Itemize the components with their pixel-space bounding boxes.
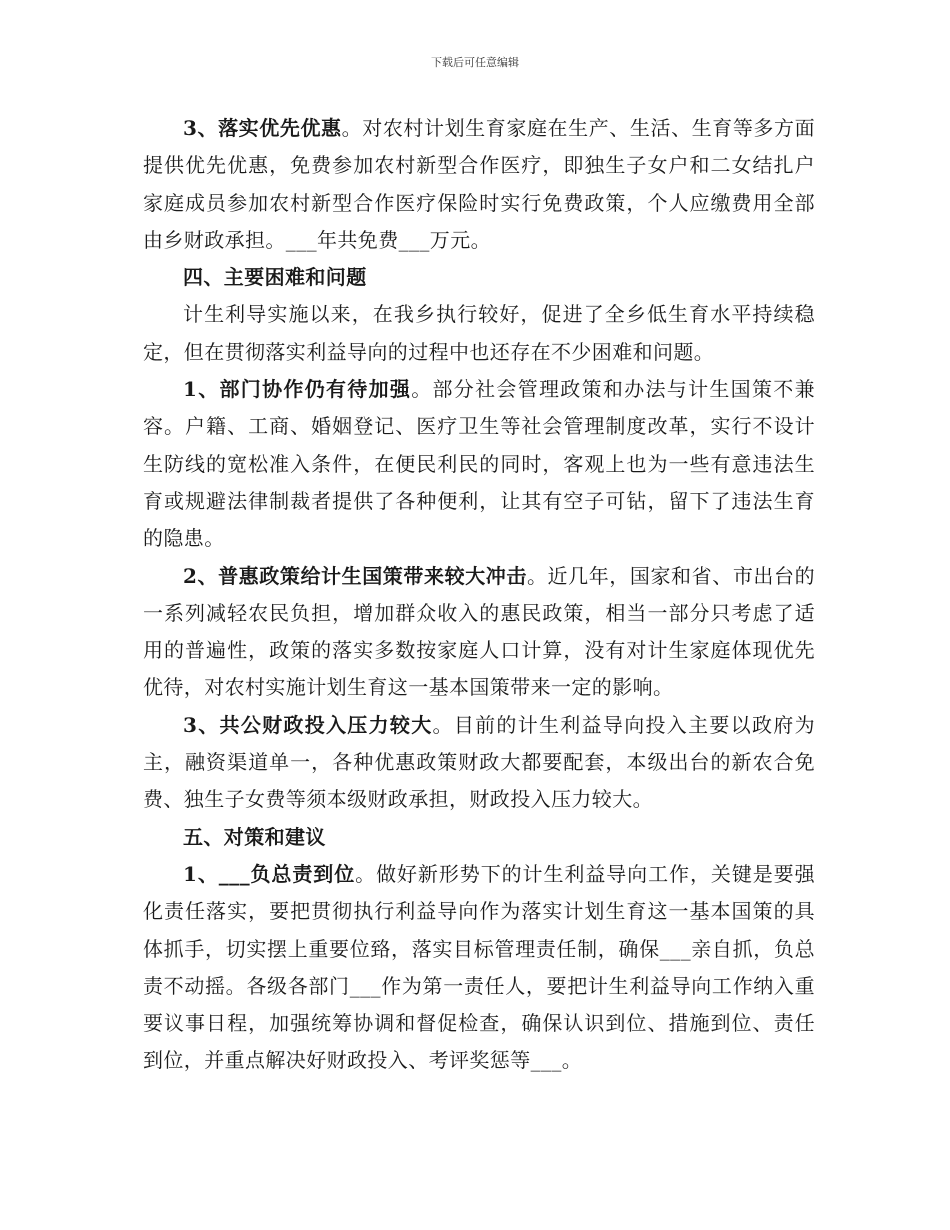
paragraph-preferential-treatment bbox=[143, 110, 815, 259]
page-header: 下载后可任意编辑 bbox=[431, 56, 519, 69]
paragraph-department-cooperation bbox=[143, 371, 815, 557]
section-heading-difficulties: 四、主要困难和问题 bbox=[183, 265, 367, 290]
paragraph-intro-difficulties bbox=[143, 296, 815, 371]
paragraph-text: 。对农村计划生育家庭在生产、生活、生育等多方面提供优先优惠，免费参加农村新型合作医疗，即独生子女户和二女结扎户家庭成员参加农村新型合作医疗保险时实行免费政策，个人应缴费用全部由乡财政承担。___年共免费___万元。 bbox=[143, 116, 815, 252]
paragraph-lead: 3、共公财政投入压力较大 bbox=[183, 712, 433, 737]
paragraph-text: 。目前的计生利益导向投入主要以政府为主，融资渠道单一，各种优惠政策财政大都要配套，本级出台的新农合免费、独生子女费等须本级财政承担，财政投入压力较大。 bbox=[143, 712, 816, 812]
paragraph-responsibility bbox=[143, 856, 815, 1080]
paragraph-lead: 3、落实优先优惠 bbox=[183, 116, 342, 140]
document-body bbox=[143, 110, 815, 1080]
paragraph-lead: 2、普惠政策给计生国策带来较大冲击 bbox=[183, 563, 527, 588]
paragraph-lead: 1、部门协作仍有待加强 bbox=[183, 377, 412, 402]
paragraph-text: 计生利导实施以来，在我乡执行较好，促进了全乡低生育水平持续稳定，但在贯彻落实利益导向的过程中也还存在不少困难和问题。 bbox=[143, 302, 815, 364]
paragraph-lead: 1、___负总责到位 bbox=[183, 861, 356, 886]
section-heading-countermeasures: 五、对策和建议 bbox=[183, 824, 326, 849]
paragraph-text: 。部分社会管理政策和办法与计生国策不兼容。户籍、工商、婚姻登记、医疗卫生等社会管理制度改革，实行不设计生防线的宽松准入条件，在便民利民的同时，客观上也为一些有意违法生育或规避法律制裁者提供了各种便利，让其有空子可钻，留下了违法生育的隐患。 bbox=[143, 377, 815, 551]
paragraph-text: 。近几年，国家和省、市出台的一系列减轻农民负担，增加群众收入的惠民政策，相当一部分只考虑了适用的普遍性，政策的落实多数按家庭人口计算，没有对计生家庭体现优先优待，对农村实施计划生育这一基本国策带来一定的影响。 bbox=[143, 563, 815, 700]
paragraph-text: 。做好新形势下的计生利益导向工作，关键是要强化责任落实，要把贯彻执行利益导向作为落实计划生育这一基本国策的具体抓手，切实摆上重要位臵，落实目标管理责任制，确保___亲自抓，负总责不动摇。各级各部门___作为第一责任人，要把计生利益导向工作纳入重要议事日程，加强统筹协调和督促检查，确保认识到位、措施到位、责任到位，并重点解决好财政投入、考评奖惩等___。 bbox=[143, 861, 815, 1073]
paragraph-fiscal-pressure bbox=[143, 707, 815, 819]
paragraph-universal-policy bbox=[143, 558, 815, 707]
